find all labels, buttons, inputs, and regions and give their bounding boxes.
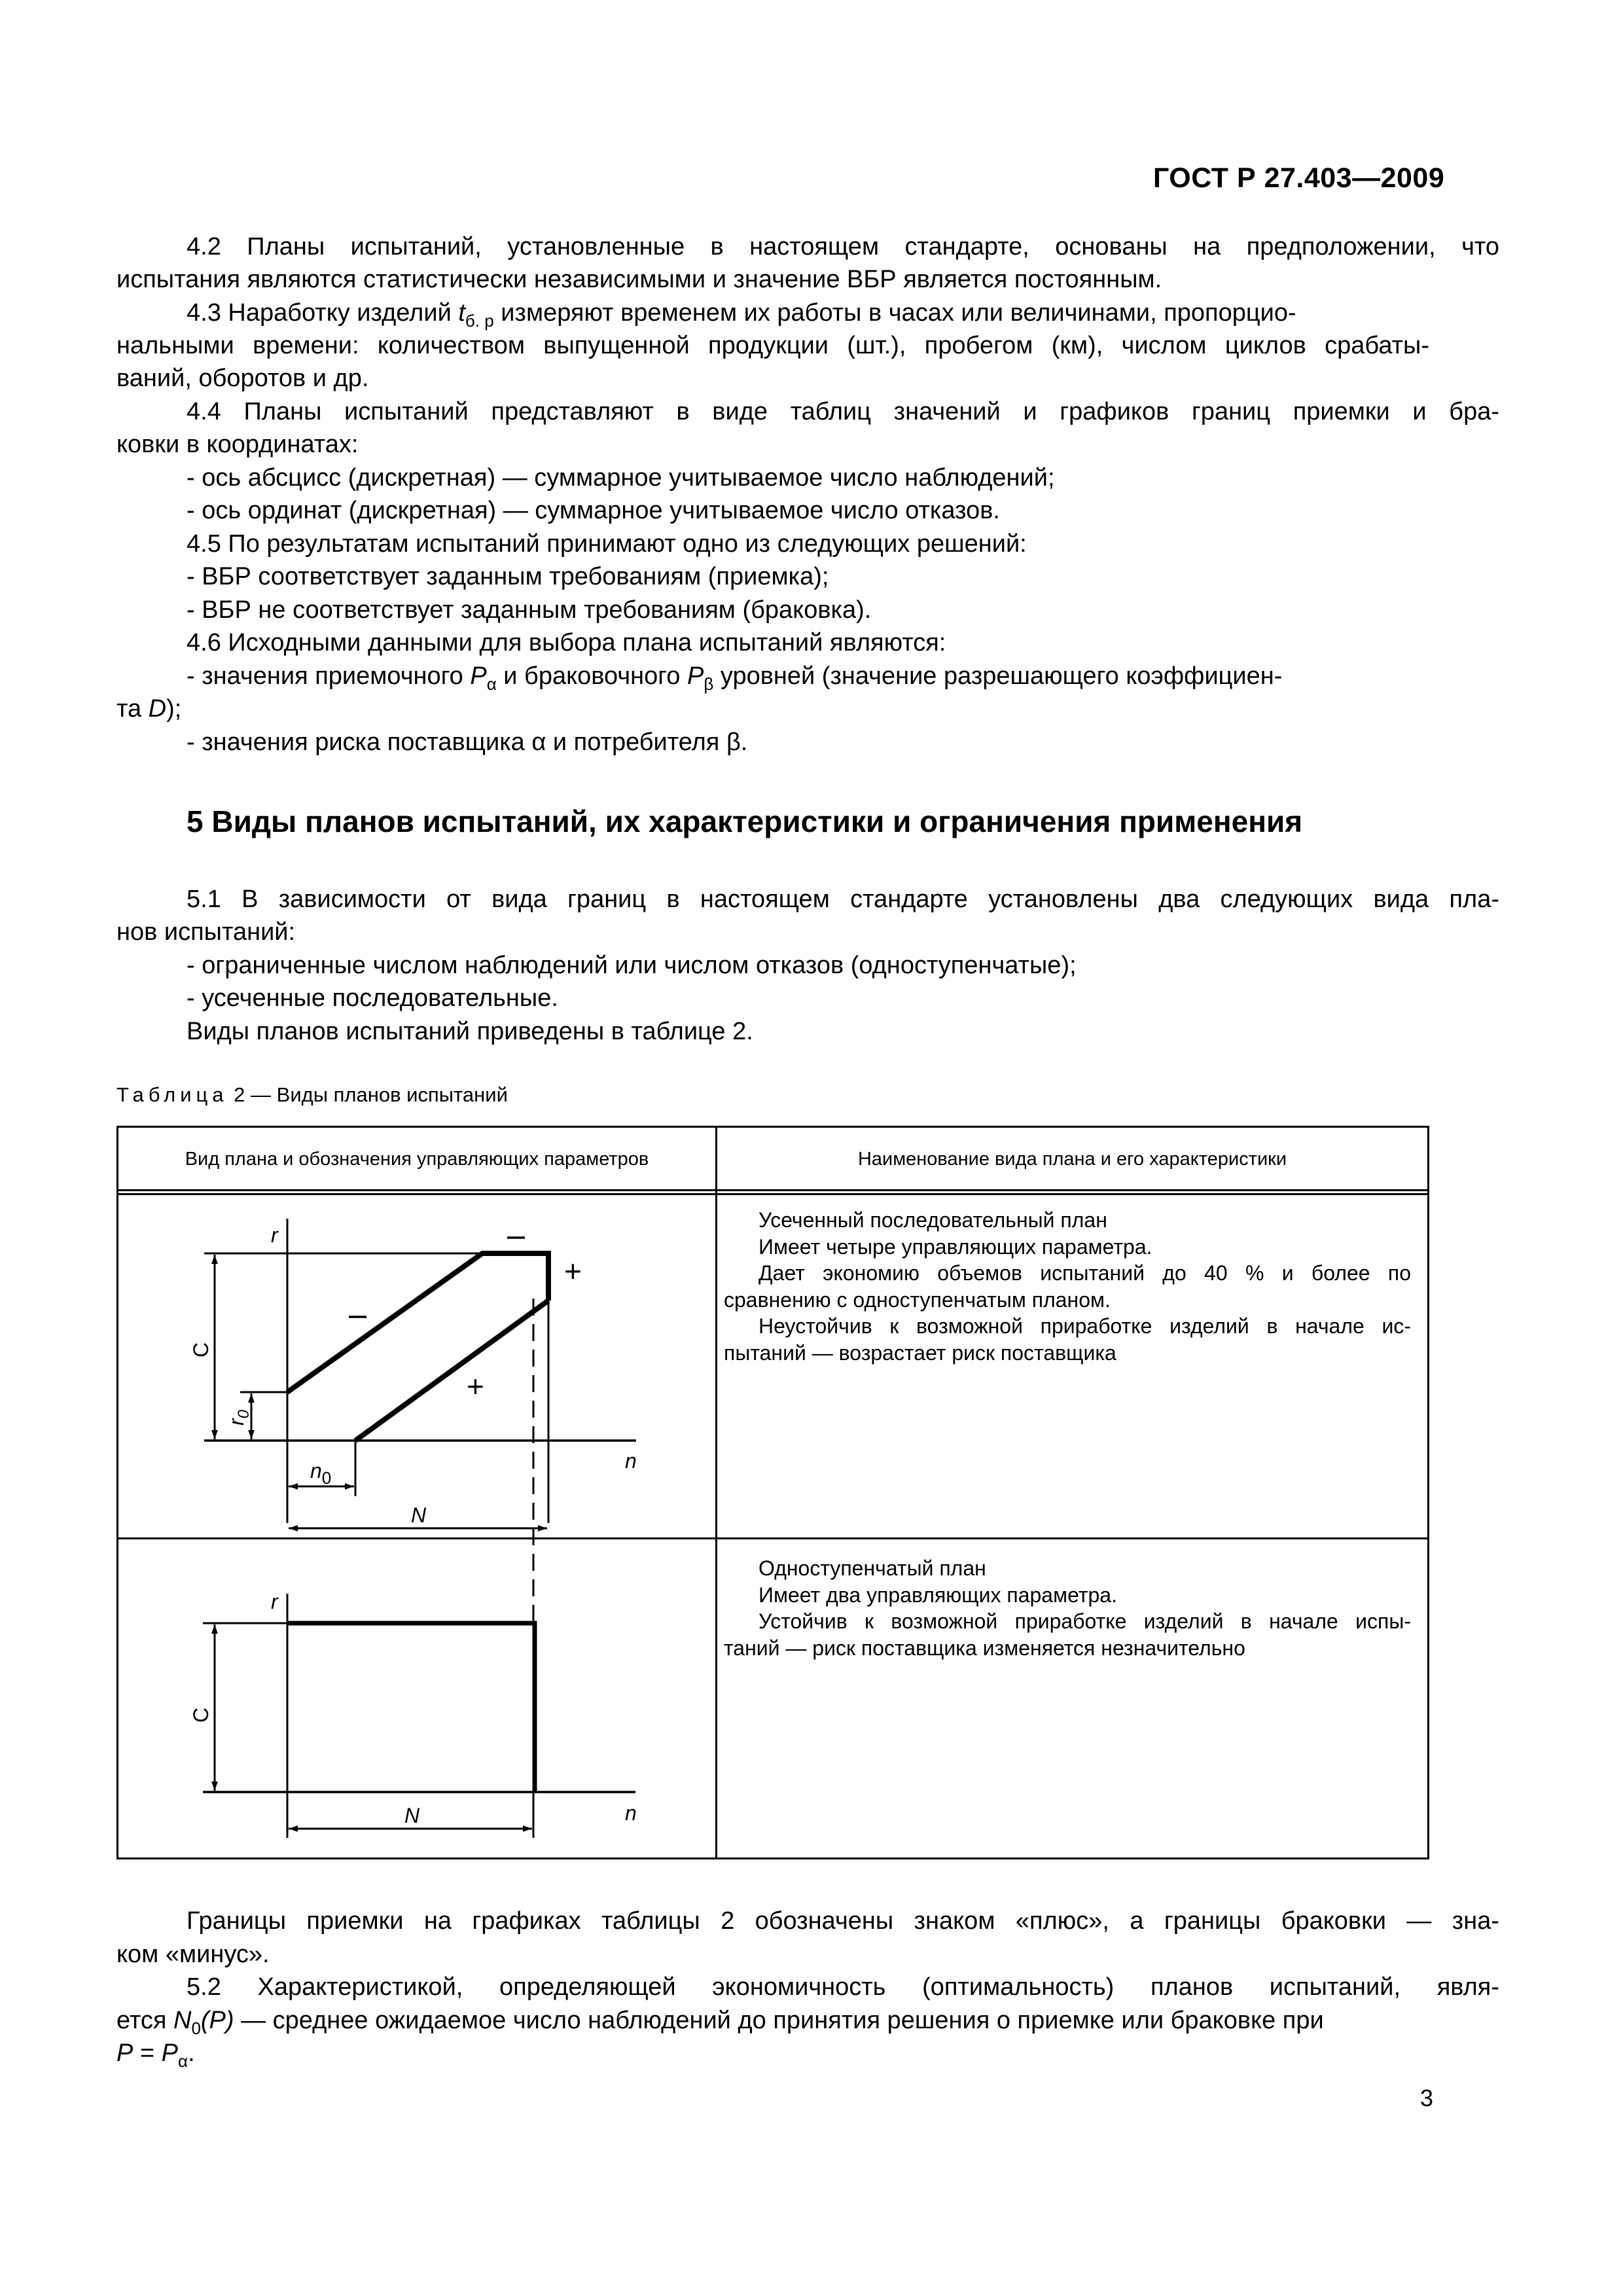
c-label: C xyxy=(189,1707,213,1723)
text-run: та xyxy=(116,695,149,723)
paragraph-4-3-line3: ваний, оборотов и др. xyxy=(116,365,369,392)
list-item-abscissa: - ось абсцисс (дискретная) — суммарное учитываемое число наблюдений; xyxy=(187,464,1055,492)
n0-label: $n_0$ xyxy=(310,1459,332,1488)
subscript-alpha: α xyxy=(486,674,497,694)
caption-title: 2 — Виды планов испытаний xyxy=(228,1083,508,1106)
text-run: . xyxy=(188,2039,195,2067)
r-axis-label: r xyxy=(271,1590,278,1613)
paragraph-5-1-line1: 5.1 В зависимости от вида границ в настоящем стандарте установлены два следующих вида пла- xyxy=(187,886,1499,913)
subscript: б. р xyxy=(465,311,494,331)
plan-text: Неустойчив к возможной приработке изделий в начале ис- xyxy=(758,1314,1411,1338)
variable-d: D xyxy=(148,695,167,723)
paragraph-5-2-line3 xyxy=(116,2037,1429,2070)
truncated-sequential-labels xyxy=(189,1223,637,1527)
variable-arg: (P) xyxy=(200,2007,234,2034)
list-item-risks: - значения риска поставщика α и потребителя β. xyxy=(187,728,748,756)
section-heading: 5 Виды планов испытаний, их характеристики и ограничения применения xyxy=(187,804,1303,838)
variable-n: N xyxy=(173,2007,192,2034)
plan-text: Имеет два управляющих параметра. xyxy=(758,1583,1117,1607)
paragraph-signs-line2: ком «минус». xyxy=(116,1941,270,1968)
variable-p: P xyxy=(161,2039,179,2067)
text-run: ется xyxy=(116,2007,173,2034)
variable-p: P xyxy=(687,662,704,690)
plan-text: таний — риск поставщика изменяется незначительно xyxy=(724,1636,1245,1660)
column-header-plan-type: Вид плана и обозначения управляющих параметров xyxy=(185,1149,649,1170)
plan-text: Устойчив к возможной приработке изделий в начале испы- xyxy=(758,1609,1411,1633)
plan-text: пытаний — возрастает риск поставщика xyxy=(724,1340,1116,1365)
n-dim-label: N xyxy=(411,1503,427,1527)
n-axis-label: n xyxy=(625,1801,637,1825)
r-axis-label: r xyxy=(271,1223,278,1247)
text-run: — среднее ожидаемое число наблюдений до принятия решения о приемке или браковке при xyxy=(234,2007,1324,2034)
list-item-ordinate: - ось ординат (дискретная) — суммарное учитываемое число отказов. xyxy=(187,497,1000,524)
paragraph-4-6: 4.6 Исходными данными для выбора плана испытаний являются: xyxy=(187,629,946,656)
c-label: C xyxy=(189,1342,213,1357)
single-stage-diagram xyxy=(203,1594,635,1838)
equals-sign: = xyxy=(133,2039,162,2067)
rejection-boundary xyxy=(287,1253,548,1392)
variable-p: P xyxy=(116,2039,134,2067)
n-axis-label: n xyxy=(625,1449,637,1473)
paragraph-4-2-line2: испытания являются статистически независимыми и значение ВБР является постоянным. xyxy=(116,266,1162,293)
paragraph-4-2-line1: 4.2 Планы испытаний, установленные в настоящем стандарте, основаны на предположении, что xyxy=(187,233,1499,260)
column-header-characteristics: Наименование вида плана и его характеристики xyxy=(857,1149,1287,1170)
variable-p: P xyxy=(470,662,487,690)
document-id: ГОСТ Р 27.403—2009 xyxy=(1153,162,1445,194)
caption-prefix: Таблица xyxy=(116,1083,228,1106)
list-item-truncated: - усеченные последовательные. xyxy=(187,984,558,1012)
subscript: 0 xyxy=(191,2018,201,2038)
paragraph-4-3-line2: нальными времени: количеством выпущенной продукции (шт.), пробегом (км), числом циклов срабаты- xyxy=(116,332,1429,359)
text-run: ); xyxy=(166,695,182,723)
list-item-single-stage: - ограниченные числом наблюдений или числом отказов (одноступенчатые); xyxy=(187,952,1077,979)
paragraph-5-1-line2: нов испытаний: xyxy=(116,918,296,946)
page-number: 3 xyxy=(1420,2085,1434,2111)
subscript-beta: β xyxy=(704,674,714,694)
paragraph-signs-line1: Границы приемки на графиках таблицы 2 обозначены знаком «плюс», а границы браковки — зна- xyxy=(187,1907,1499,1935)
plan-name: Одноступенчатый план xyxy=(758,1556,986,1580)
plan-text: Имеет четыре управляющих параметра. xyxy=(758,1234,1152,1259)
text-run: измеряют временем их работы в часах или величинами, пропорцио- xyxy=(493,299,1296,327)
plus-sign-right: + xyxy=(564,1254,582,1288)
text-run: уровней (значение разрешающего коэффициен- xyxy=(713,662,1283,690)
text-run: 4.3 Наработку изделий xyxy=(187,299,459,327)
plan-text: сравнению с одноступенчатым планом. xyxy=(724,1287,1111,1312)
list-item-accept: - ВБР соответствует заданным требованиям (приемка); xyxy=(187,563,829,590)
paragraph-5-2-line2 xyxy=(116,2004,1429,2037)
subscript-alpha: α xyxy=(178,2051,188,2071)
list-item-reject: - ВБР не соответствует заданным требованиям (браковка). xyxy=(187,596,872,624)
paragraph-5-2-line1: 5.2 Характеристикой, определяющей экономичность (оптимальность) планов испытаний, явля- xyxy=(187,1973,1499,2001)
paragraph-4-4-line1: 4.4 Планы испытаний представляют в виде таблиц значений и графиков границ приемки и бра- xyxy=(187,398,1499,425)
decision-boundary xyxy=(287,1623,535,1792)
text-run: и браковочного xyxy=(496,662,687,690)
plan-name: Усеченный последовательный план xyxy=(758,1208,1107,1232)
n-dim-label: N xyxy=(404,1804,420,1827)
r0-label: $r_0$ xyxy=(224,1409,253,1426)
plus-sign-lower: + xyxy=(467,1369,484,1403)
variable-t: t xyxy=(458,299,465,327)
paragraph-4-4-line2: ковки в координатах: xyxy=(116,431,359,458)
paragraph-4-5: 4.5 По результатам испытаний принимают одно из следующих решений: xyxy=(187,530,1027,558)
text-run: - значения приемочного xyxy=(187,662,471,690)
plan-text: Дает экономию объемов испытаний до 40 % и более по xyxy=(758,1261,1411,1285)
table-reference: Виды планов испытаний приведены в таблице 2. xyxy=(187,1018,753,1045)
